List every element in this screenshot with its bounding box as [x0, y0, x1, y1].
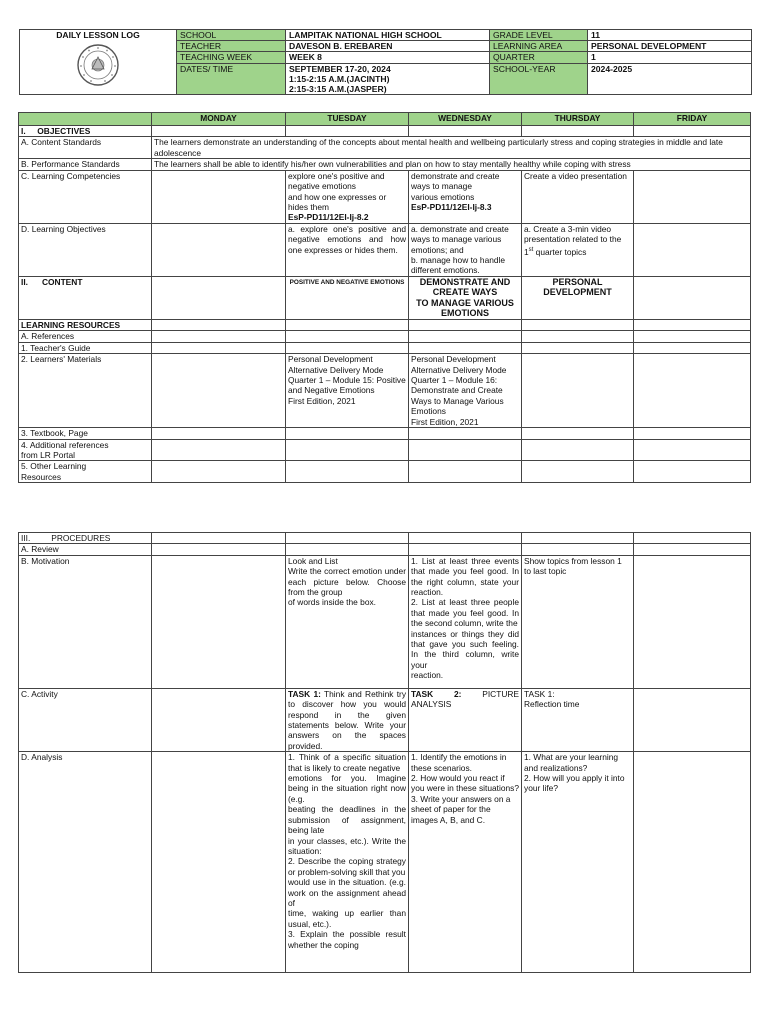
teachers-guide-label: 1. Teacher's Guide: [19, 342, 152, 353]
empty-cell: [634, 461, 751, 483]
motivation-tuesday: Look and List Write the correct emotion under each picture below. Choose from the group of words inside the box.: [286, 555, 409, 688]
empty-cell: [152, 428, 286, 439]
empty-cell: [286, 428, 409, 439]
empty-cell: [634, 428, 751, 439]
label-teaching-week: TEACHING WEEK: [177, 52, 286, 63]
empty-cell: [634, 533, 751, 544]
empty-cell: [634, 126, 751, 137]
content-heading: [19, 276, 152, 319]
empty-cell: [409, 439, 522, 461]
objectives-heading: [19, 126, 152, 137]
learners-materials-label: 2. Learners' Materials: [19, 354, 152, 428]
additional-references-label: 4. Additional references from LR Portal: [19, 439, 152, 461]
activity-tuesday-task: TASK 1:: [288, 688, 321, 699]
empty-cell: [522, 533, 634, 544]
empty-cell: [152, 533, 286, 544]
competencies-wednesday-code: EsP-PD11/12EI-Ij-8.3: [411, 202, 492, 213]
empty-cell: [286, 126, 409, 137]
performance-standards-text: The learners shall be able to identify his/her own vulnerabilities and plan on how to stay mentally healthy while coping with stress: [152, 159, 751, 170]
empty-cell: [409, 126, 522, 137]
activity-tuesday: [286, 688, 409, 751]
value-grade-level: 11: [588, 30, 752, 41]
value-quarter: 1: [588, 52, 752, 63]
content-standards-label: A. Content Standards: [19, 137, 152, 159]
competencies-tuesday-text: explore one's positive and negative emotions and how one expresses or hides them: [288, 170, 387, 213]
label-grade-level: GRADE LEVEL: [490, 30, 588, 41]
learners-materials-wednesday: Personal Development Alternative Delivery Mode Quarter 1 – Module 16: Demonstrate and Create Ways to Manage Various Emotions First Edition, 2021: [409, 354, 522, 428]
empty-cell: [409, 461, 522, 483]
label-quarter: QUARTER: [490, 52, 588, 63]
day-header-friday: FRIDAY: [634, 113, 751, 126]
empty-cell: [634, 354, 751, 428]
analysis-label: D. Analysis: [19, 752, 152, 973]
learning-objectives-thursday-a: a. Create a 3-min video presentation related to the 1: [524, 223, 622, 257]
empty-cell: [152, 752, 286, 973]
label-teacher: TEACHER: [177, 41, 286, 52]
references-label: A. References: [19, 331, 152, 342]
analysis-thursday: 1. What are your learning and realizations? 2. How will you apply it into your life?: [522, 752, 634, 973]
review-label: A. Review: [19, 544, 152, 555]
label-learning-area: LEARNING AREA: [490, 41, 588, 52]
empty-cell: [522, 354, 634, 428]
empty-cell: [522, 439, 634, 461]
empty-cell: [409, 342, 522, 353]
other-resources-label: 5. Other Learning Resources: [19, 461, 152, 483]
learning-objectives-label: D. Learning Objectives: [19, 223, 152, 276]
empty-cell: [634, 276, 751, 319]
empty-cell: [152, 342, 286, 353]
activity-wednesday-text: PICTURE ANALYSIS: [411, 688, 520, 710]
motivation-thursday: Show topics from lesson 1 to last topic: [522, 555, 634, 688]
empty-cell: [286, 342, 409, 353]
learning-objectives-thursday-sup: st: [528, 246, 534, 253]
empty-cell: [152, 439, 286, 461]
value-teacher: DAVESON B. EREBAREN: [286, 41, 490, 52]
empty-cell: [286, 544, 409, 555]
doc-title: DAILY LESSON LOG: [56, 30, 140, 40]
learners-materials-tuesday: Personal Development Alternative Delivery Mode Quarter 1 – Module 15: Positive and Negative Emotions First Edition, 2021: [286, 354, 409, 428]
empty-cell: [634, 223, 751, 276]
label-dates-time: DATES/ TIME: [177, 63, 286, 95]
activity-wednesday: [409, 688, 522, 751]
empty-cell: [409, 428, 522, 439]
activity-thursday: TASK 1: Reflection time: [522, 688, 634, 751]
empty-cell: [152, 544, 286, 555]
empty-cell: [152, 276, 286, 319]
header-table: [19, 29, 752, 95]
empty-cell: [634, 439, 751, 461]
learning-objectives-wednesday: a. demonstrate and create ways to manage various emotions; and b. manage how to handle different emotions.: [409, 223, 522, 276]
learning-resources-heading: LEARNING RESOURCES: [19, 319, 152, 330]
procedures-heading-text: PROCEDURES: [51, 533, 111, 543]
empty-cell: [286, 439, 409, 461]
empty-cell: [286, 533, 409, 544]
empty-cell: [634, 555, 751, 688]
competencies-thursday: Create a video presentation: [522, 170, 634, 223]
empty-cell: [286, 319, 409, 330]
value-learning-area: PERSONAL DEVELOPMENT: [588, 41, 752, 52]
competencies-tuesday-code: EsP-PD11/12EI-Ij-8.2: [288, 212, 369, 223]
empty-cell: [522, 331, 634, 342]
empty-cell: [634, 544, 751, 555]
empty-cell: [152, 555, 286, 688]
empty-cell: [522, 461, 634, 483]
performance-standards-label: B. Performance Standards: [19, 159, 152, 170]
deped-seal-icon: [76, 43, 120, 87]
empty-cell: [522, 428, 634, 439]
content-heading-num: II.: [21, 276, 28, 287]
content-tuesday: POSITIVE AND NEGATIVE EMOTIONS: [286, 276, 409, 319]
empty-cell: [152, 461, 286, 483]
empty-cell: [634, 752, 751, 973]
lesson-table-part-2: [18, 532, 751, 973]
day-header-thursday: THURSDAY: [522, 113, 634, 126]
empty-cell: [152, 126, 286, 137]
empty-cell: [152, 354, 286, 428]
day-header-wednesday: WEDNESDAY: [409, 113, 522, 126]
day-header-monday: MONDAY: [152, 113, 286, 126]
learning-objectives-tuesday: a. explore one's positive and negative emotions and how one expresses or hides them.: [286, 223, 409, 276]
procedures-heading: [19, 533, 152, 544]
label-school-year: SCHOOL-YEAR: [490, 63, 588, 95]
competencies-tuesday: [286, 170, 409, 223]
competencies-label: C. Learning Competencies: [19, 170, 152, 223]
analysis-wednesday: 1. Identify the emotions in these scenarios. 2. How would you react if you were in these situations? 3. Write your answers on a sheet of paper for the images A, B, and C.: [409, 752, 522, 973]
value-dates-time: SEPTEMBER 17-20, 2024 1:15-2:15 A.M.(JACINTH) 2:15-3:15 A.M.(JASPER): [286, 63, 490, 95]
empty-cell: [634, 170, 751, 223]
empty-cell: [152, 331, 286, 342]
empty-cell: [522, 319, 634, 330]
empty-cell: [634, 342, 751, 353]
activity-wednesday-task: TASK 2:: [411, 688, 462, 699]
day-header-tuesday: TUESDAY: [286, 113, 409, 126]
learning-objectives-thursday-b: quarter topics: [533, 246, 587, 257]
empty-cell: [522, 544, 634, 555]
empty-cell: [522, 342, 634, 353]
empty-cell: [286, 461, 409, 483]
textbook-label: 3. Textbook, Page: [19, 428, 152, 439]
lesson-table-part-1: [18, 112, 751, 483]
competencies-wednesday-text: demonstrate and create ways to manage various emotions: [411, 170, 500, 202]
header-title-cell: [20, 30, 177, 95]
empty-cell: [409, 331, 522, 342]
content-wednesday: DEMONSTRATE AND CREATE WAYS TO MANAGE VARIOUS EMOTIONS: [409, 276, 522, 319]
empty-cell: [152, 223, 286, 276]
learning-objectives-thursday: [522, 223, 634, 276]
content-standards-text: The learners demonstrate an understanding of the concepts about mental health and wellbeing particularly stress and coping strategies in middle and late adolescence: [152, 137, 751, 159]
value-school: LAMPITAK NATIONAL HIGH SCHOOL: [286, 30, 490, 41]
empty-cell: [409, 533, 522, 544]
value-school-year: 2024-2025: [588, 63, 752, 95]
activity-label: C. Activity: [19, 688, 152, 751]
value-teaching-week: WEEK 8: [286, 52, 490, 63]
competencies-wednesday: [409, 170, 522, 223]
empty-cell: [152, 688, 286, 751]
empty-cell: [152, 319, 286, 330]
empty-cell: [634, 331, 751, 342]
objectives-heading-num: I.: [21, 126, 26, 136]
content-heading-text: CONTENT: [41, 276, 83, 287]
empty-cell: [634, 319, 751, 330]
label-school: SCHOOL: [177, 30, 286, 41]
objectives-heading-text: OBJECTIVES: [37, 126, 91, 136]
empty-cell: [409, 319, 522, 330]
empty-cell: [286, 331, 409, 342]
motivation-wednesday: 1. List at least three events that made you feel good. In the right column, state your reaction. 2. List at least three people that made you feel good. In the second column, write the instances or things they did that gave you such feeling. In the third column, write your reaction.: [409, 555, 522, 688]
content-thursday: PERSONAL DEVELOPMENT: [522, 276, 634, 319]
motivation-label: B. Motivation: [19, 555, 152, 688]
procedures-heading-num: III.: [21, 533, 31, 543]
empty-cell: [634, 688, 751, 751]
activity-tuesday-text: Think and Rethink try to discover how you would respond in the given statements below. Write your answers on the spaces provided.: [288, 688, 407, 751]
empty-cell: [152, 170, 286, 223]
empty-cell: [409, 544, 522, 555]
day-header-blank: [19, 113, 152, 126]
analysis-tuesday: 1. Think of a specific situation that is likely to create negative emotions for you. Imagine being in the situation right now (e.g. beating the deadlines in the submission of assignment, being late in your classes, etc.). Write the situation: 2. Describe the coping strategy or problem-solving skill that you would use in the situation. (e.g. work on the assignment ahead of time, waking up earlier than usual, etc.). 3. Explain the possible result whether the coping: [286, 752, 409, 973]
empty-cell: [522, 126, 634, 137]
